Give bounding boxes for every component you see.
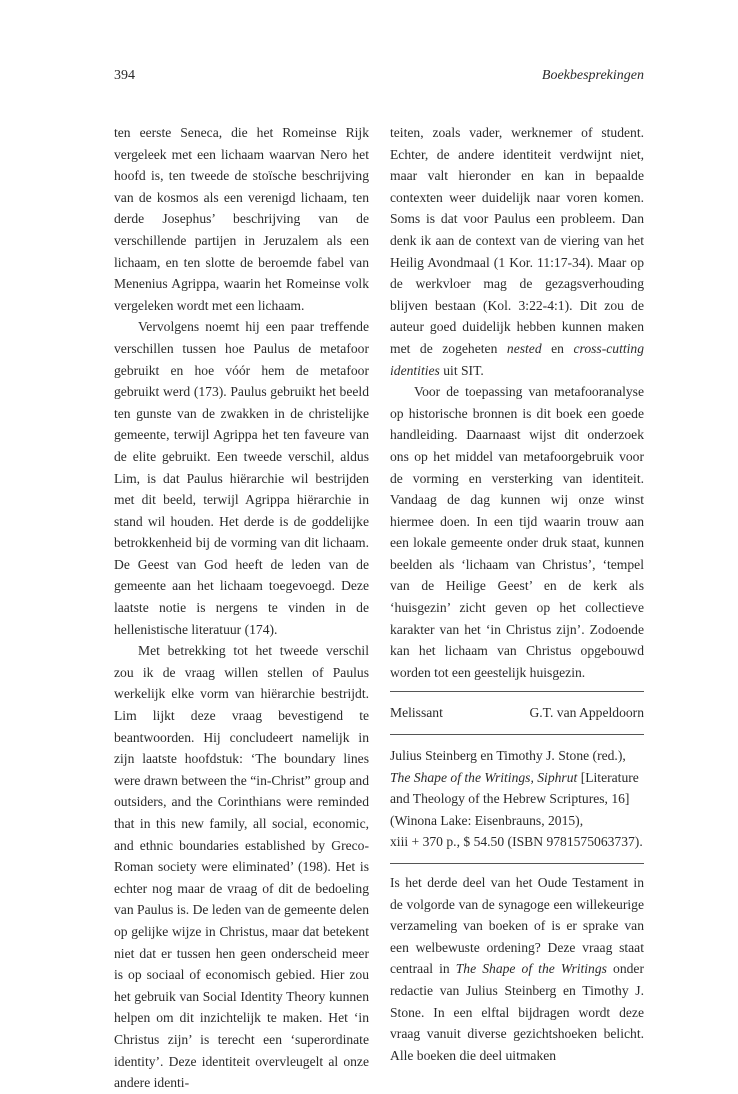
page-number: 394 (114, 68, 135, 83)
left-paragraph-3: Met betrekking tot het tweede verschil zou ik de vraag willen stellen of Paulus werkelijk elke vorm van hiërarchie bestrijdt. Lim lijkt deze vraag bevestigend te beantwoorden. Hij concludeert namelijk in zijn laatste hoofdstuk: ‘The boundary lines were drawn between the “in-Christ” group and outsiders, and the Corinthians were reminded that in this new family, all social, economic, and ethnic boundaries established by Greco-Roman society were eliminated’ (198). Het is echter nog maar de vraag of dit de bedoeling van Paulus is. De leden van de gemeente delen op gelijke wijze in Christus, maar dat betekent niet dat er tussen hen geen onderscheid meer is op sociaal of economisch gebied. Hier zou het gebruik van Social Identity Theory kunnen helpen om dit inzichtelijk te maken. Het ‘in Christus zijn’ is terecht een ‘superordinate identity’. Deze identiteit overvleugelt al onze andere identi- (114, 643, 369, 1091)
right-p1-text-mid: en (541, 340, 574, 356)
right-p1-text-end: uit SIT. (439, 362, 484, 378)
signature-divider-top (390, 691, 644, 692)
book-pages-price: xiii + 370 p., $ 54.50 (ISBN 9781575063737). (390, 834, 643, 850)
left-column (114, 122, 369, 1094)
right-paragraph-2: Voor de toepassing van metafooranalyse op historische bronnen is dit boek een goede handleiding. Daarnaast wijst dit onderzoek ons op het middel van metafoorgebruik voor de vorming en versterking van identiteit. Vandaag de dag kunnen wij onze winst hiermee doen. In een tijd waarin trouw aan een lokale gemeente onder druk staat, kunnen beelden als ‘lichaam van Christus’, ‘tempel van de Heilige Geest’ en de kerk als ‘huisgezin’ zicht geven op het collectieve karakter van het ‘in Christus zijn’. Zodoende kan het lichaam van Christus opgebouwd worden tot een geestelijk huisgezin. (390, 384, 644, 680)
right-p1-emphasis-nested: nested (506, 340, 542, 356)
book-reference-divider (390, 863, 644, 864)
review-signature (390, 702, 644, 724)
book-series: and Theology of the Hebrew Scriptures, 16] (390, 791, 630, 807)
signature-place: Melissant (390, 705, 443, 721)
left-paragraph-1: ten eerste Seneca, die het Romeinse Rijk vergeleek met een lichaam waarvan Nero het hoofd is, ten tweede de stoïsche beschrijving van de kosmos als een verenigd lichaam, ten derde Josephus’ beschrijving van de verschillende partijen in Jeruzalem als een lichaam, en ten slotte de beroemde fabel van Menenius Agrippa, waarin het Romeinse volk vergeleken wordt met een lichaam. (114, 125, 369, 313)
right-p3-text-start: Is het derde deel van het Oude Testament in de volgorde van de synagoge een willekeurige verzameling van boeken of is er sprake van een welbewuste ordening? Deze vraag staat centraal in (390, 875, 644, 977)
book-title: The Shape of the Writings, Siphrut (390, 769, 578, 785)
signature-reviewer: G.T. van Appeldoorn (529, 705, 644, 721)
right-p3-text-end: onder redactie van Julius Steinberg en Timothy J. Stone. In een elftal bijdragen wordt deze vraag vanuit diverse gezichtshoeken belicht. Alle boeken die deel uitmaken (390, 961, 644, 1063)
right-paragraph-1 (390, 122, 644, 381)
right-p1-text-start: teiten, zoals vader, werknemer of student. Echter, de andere identiteit verdwijnt niet, maar valt hieronder en kan in bepaalde contexten weer duidelijk naar voren komen. Soms is dat voor Paulus een probleem. Dan denk ik aan de context van de viering van het Heilig Avondmaal (1 Kor. 11:17-34). Maar op de werkvloer mag de gezagsverhouding blijven bestaan (Kol. 3:22-4:1). Dit zou de auteur goed duidelijk hebben kunnen maken met de zogeheten (390, 125, 644, 356)
right-p1-emphasis-crosscutting: cross-cutting identities (390, 340, 644, 378)
book-title-line (390, 767, 644, 789)
right-p3-emphasis-title: The Shape of the Writings (455, 961, 607, 977)
book-reference (390, 745, 644, 853)
right-column (390, 122, 644, 1066)
book-publisher: (Winona Lake: Eisenbrauns, 2015), (390, 812, 584, 828)
book-series-start: [Literature (577, 769, 639, 785)
right-paragraph-3 (390, 872, 644, 1066)
running-head: Boekbesprekingen (541, 68, 644, 83)
signature-divider-bottom (390, 734, 644, 735)
left-paragraph-2: Vervolgens noemt hij een paar treffende verschillen tussen hoe Paulus de metafoor gebruikt en hoe vóór hem de metafoor gebruikt werd (173). Paulus gebruikt het beeld ten gunste van de zwakken in de christelijke gemeente, terwijl Agrippa het ten faveure van de elite gebruikt. Een tweede verschil, aldus Lim, is dat Paulus hiërarchie wil bestrijden met dit beeld, terwijl Agrippa hiërarchie in stand wil houden. Het derde is de goddelijke betrokkenheid bij de vorming van dit lichaam. De Geest van God heeft de leden van de gemeente aan het lichaam toegevoegd. Deze laatste notie is nergens te vinden in de hellenistische literatuur (174). (114, 319, 369, 637)
book-editors: Julius Steinberg en Timothy J. Stone (red.), (390, 748, 626, 764)
